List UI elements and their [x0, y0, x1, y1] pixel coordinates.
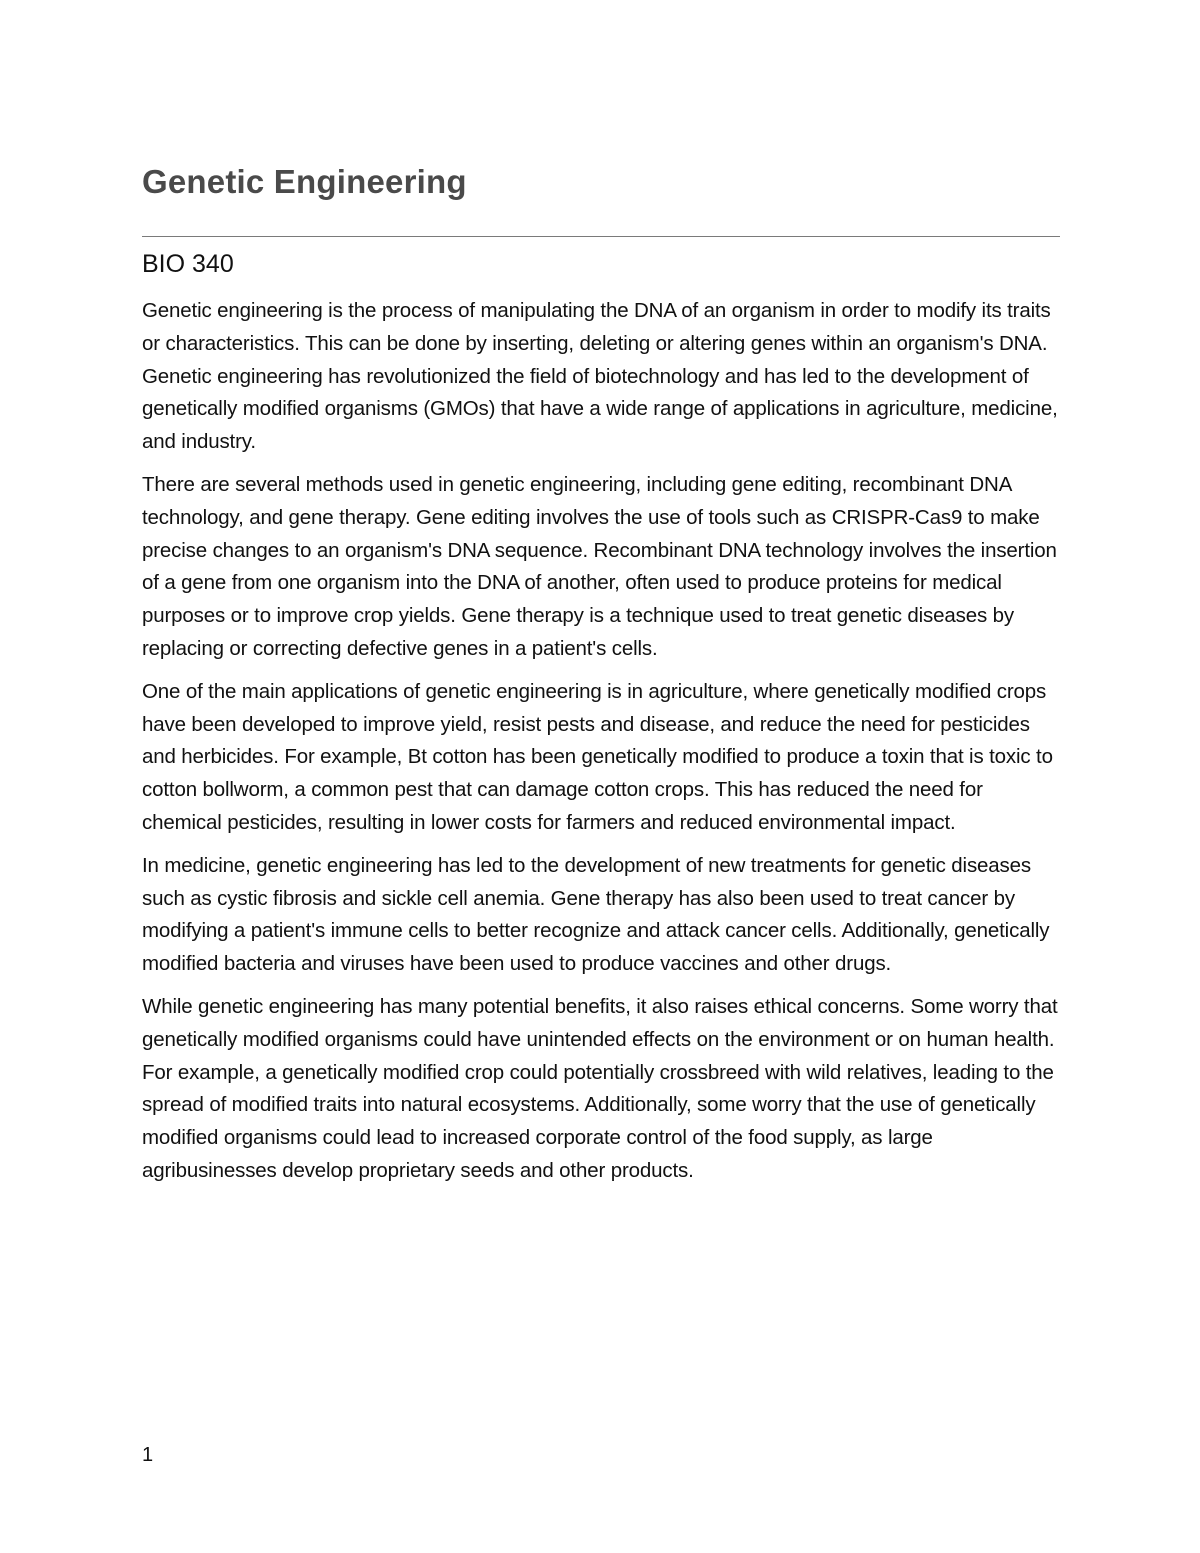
- paragraph: Genetic engineering is the process of manipulating the DNA of an organism in order to modify its traits or characteristics. This can be done by inserting, deleting or altering genes within an organism's DNA. Genetic engineering has revolutionized the field of biotechnology and has led to the development of genetically modified organisms (GMOs) that have a wide range of applications in agriculture, medicine, and industry.: [142, 299, 1058, 454]
- paragraph: There are several methods used in genetic engineering, including gene editing, recombinant DNA technology, and gene therapy. Gene editing involves the use of tools such as CRISPR-Cas9 to make precise changes to an organism's DNA sequence. Recombinant DNA technology involves the insertion of a gene from one organism into the DNA of another, often used to produce proteins for medical purposes or to improve crop yields. Gene therapy is a technique used to treat genetic diseases by replacing or correcting defective genes in a patient's cells.: [142, 472, 1057, 660]
- paragraph: One of the main applications of genetic engineering is in agriculture, where genetically modified crops have been developed to improve yield, resist pests and disease, and reduce the need for pesticides and herbicides. For example, Bt cotton has been genetically modified to produce a toxin that is toxic to cotton bollworm, a common pest that can damage cotton crops. This has reduced the need for chemical pesticides, resulting in lower costs for farmers and reduced environmental impact.: [142, 679, 1053, 834]
- paragraph: While genetic engineering has many potential benefits, it also raises ethical concerns. Some worry that genetically modified organisms could have unintended effects on the environment or on human health. For example, a genetically modified crop could potentially crossbreed with wild relatives, leading to the spread of modified traits into natural ecosystems. Additionally, some worry that the use of genetically modified organisms could lead to increased corporate control of the food supply, as large agribusinesses develop proprietary seeds and other products.: [142, 994, 1058, 1182]
- course-code: BIO 340: [142, 250, 234, 278]
- document-content: [142, 160, 1060, 1198]
- paragraph: In medicine, genetic engineering has led to the development of new treatments for genetic diseases such as cystic fibrosis and sickle cell anemia. Gene therapy has also been used to treat cancer by modifying a patient's immune cells to better recognize and attack cancer cells. Additionally, genetically modified bacteria and viruses have been used to produce vaccines and other drugs.: [142, 853, 1050, 976]
- title-divider: [142, 236, 1060, 237]
- document-title: Genetic Engineering: [142, 163, 467, 200]
- document-body: [142, 295, 1060, 1188]
- page-number: 1: [142, 1444, 154, 1466]
